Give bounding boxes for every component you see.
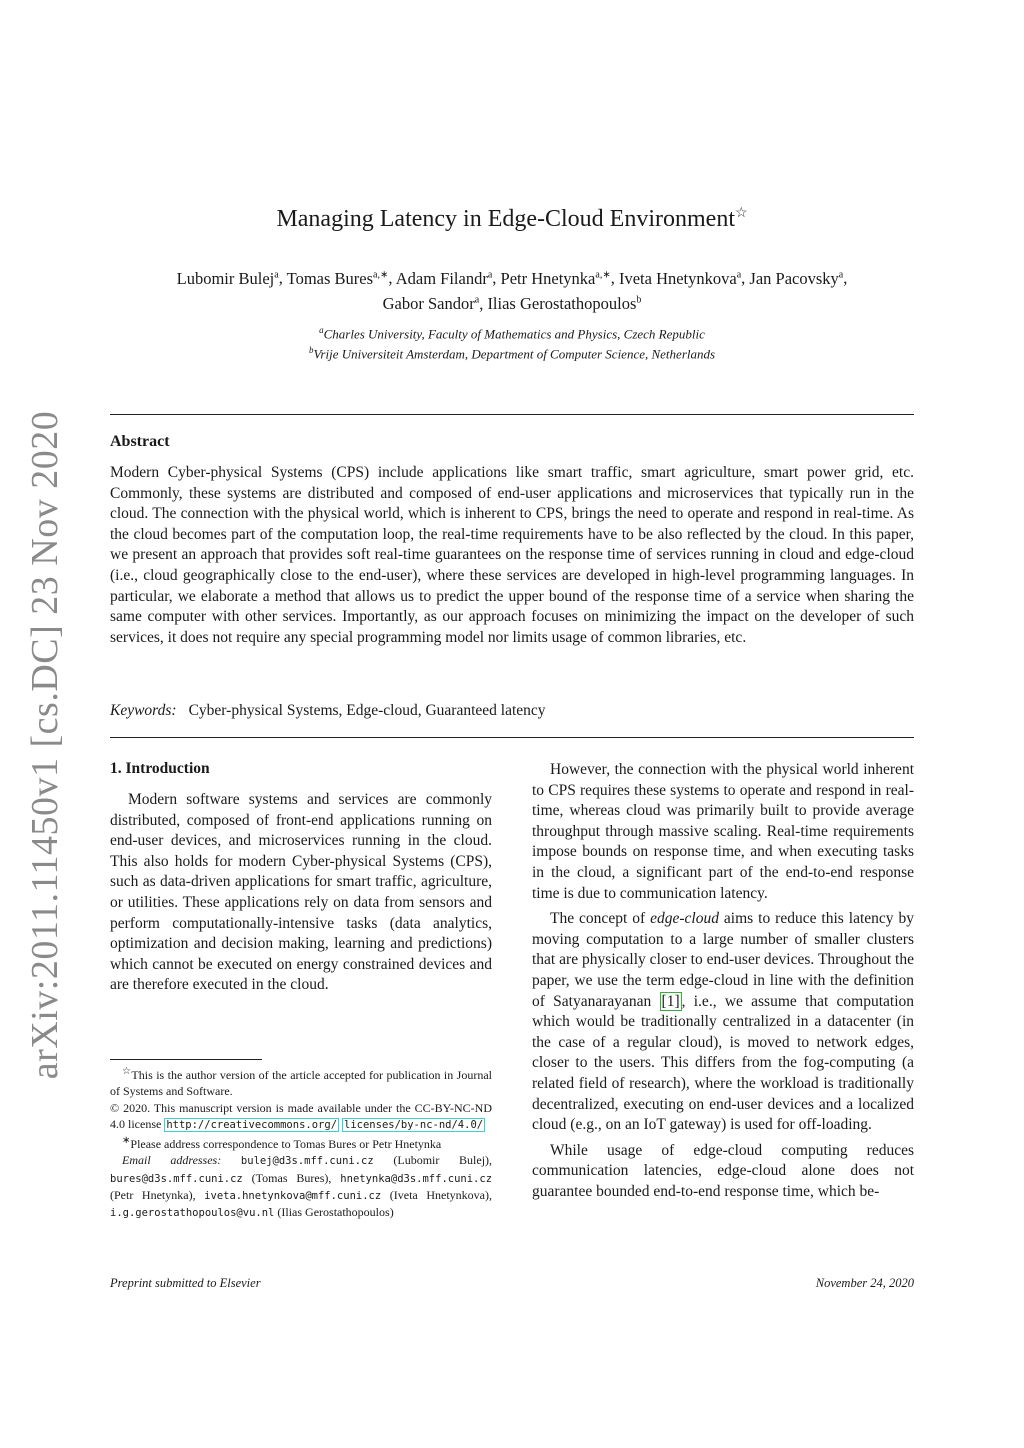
footer-date: November 24, 2020 — [815, 1276, 914, 1290]
footnote-license: © 2020. This manuscript version is made available under the CC-BY-NC-ND 4.0 license http://creativecommons.org/ licenses/by-nc-nd/4.0/ — [110, 1100, 492, 1131]
email-link[interactable]: i.g.gerostathopoulos@vu.nl — [110, 1207, 275, 1220]
arxiv-stamp-text: arXiv:2011.11450v1 [cs.DC] 23 Nov 2020 — [24, 410, 67, 1080]
author-list: Lubomir Bulej$^a$, Tomas Bures$^{a,∗}$, Adam Filandr$^a$, Petr Hnetynka$^{a,∗}$, Iveta Hnetynkova$^a$, Jan Pacovsky$^a$, Gabor Sandor$^a$, Ilias Gerostathopoulos$^b$ — [176, 268, 848, 313]
footnote-correspondence: ∗Please address correspondence to Tomas Bures or Petr Hnetynka — [122, 1135, 442, 1152]
email-link[interactable]: bulej@d3s.mff.cuni.cz — [240, 1155, 374, 1168]
keywords — [110, 702, 914, 720]
email-link[interactable]: iveta.hnetynkova@mff.cuni.cz — [204, 1190, 382, 1203]
author: Gabor Sandor$^a$ — [382, 294, 480, 313]
footnote-author-version: ☆This is the author version of the article accepted for publication in Journal of Systems and Software. — [110, 1066, 493, 1099]
intro-paragraph-1: Modern software systems and services are commonly distributed, composed of front-end applications running on end-user devices, and microservices running in the cloud. This also holds for modern Cyber-physical Systems (CPS), such as data-driven applications for smart traffic, agriculture, or utilities. These applications rely on data from sensors and perform computationally-intensive tasks (data analytics, optimization and decision making, learning and predictions) which cannot be executed on energy constrained devices and are therefore executed in the cloud. — [110, 791, 492, 994]
intro-paragraph-4: While usage of edge-cloud computing reduces communication latencies, edge-cloud alone does not guarantee bounded end-to-end response time, which be- — [532, 1141, 914, 1200]
author: Adam Filandr$^a$ — [395, 268, 493, 288]
footnotes — [110, 1064, 492, 1222]
title-text: Managing Latency in Edge-Cloud Environment — [276, 206, 735, 232]
footer-preprint-note: Preprint submitted to Elsevier — [110, 1276, 261, 1290]
author: Tomas Bures$^{a,∗}$ — [286, 268, 389, 288]
footnote-emails: Email addresses: bulej@d3s.mff.cuni.cz (Lubomir Bulej), bures@d3s.mff.cuni.cz (Tomas Bures), hnetynka@d3s.mff.cuni.cz (Petr Hnetynka), iveta.hnetynkova@mff.cuni.cz (Iveta Hnetynkova), i.g.gerostathopoulos@vu.nl (Ilias Gerostathopoulos) — [110, 1153, 493, 1220]
citation-link[interactable]: [1] — [661, 992, 680, 1010]
title-footnote-mark: ☆ — [735, 206, 748, 221]
intro-paragraph-3: The concept of edge-cloud aims to reduce this latency by moving computation to a large number of smaller clusters that are physically closer to end-user devices. Throughout the paper, we use the term edge-cloud in line with the definition of Satyanarayanan [1] , i.e., we assume that computation which would be traditionally centralized in a datacenter (in the case of a regular cloud), is moved to network edges, closer to the users. This differs from the fog-computing (a related field of research), where the workload is traditionally decentralized, executing on end-user devices and a localized cloud (e.g., on an IoT gateway) is used for off-loading. — [532, 910, 915, 1134]
section-heading-introduction: 1. Introduction — [110, 760, 210, 777]
paper-title — [110, 205, 914, 233]
abstract-top-rule — [110, 414, 914, 415]
email-link[interactable]: bures@d3s.mff.cuni.cz — [110, 1172, 243, 1185]
abstract-bottom-rule — [110, 737, 914, 738]
author: Ilias Gerostathopoulos$^b$ — [487, 294, 642, 313]
keywords-text: Cyber-physical Systems, Edge-cloud, Guaranteed latency — [188, 702, 546, 719]
email-link[interactable]: hnetynka@d3s.mff.cuni.cz — [340, 1172, 493, 1185]
left-column — [110, 760, 492, 1001]
arxiv-identifier-stamp — [20, 410, 70, 1080]
keywords-label: Keywords: — [110, 702, 177, 719]
abstract-text: Modern Cyber-physical Systems (CPS) include applications like smart traffic, smart agriculture, smart power grid, etc. Commonly, these systems are distributed and composed of end-user applications and microservices that typically run in the cloud. The connection with the physical world, which is inherent to CPS, brings the need to operate and respond in real-time. As the cloud becomes part of the computation loop, the real-time requirements have to be also reflected by the cloud. In this paper, we present an approach that provides soft real-time guarantees on the response time of services running in cloud and edge-cloud (i.e., cloud geographically close to the end-user), where these services are developed in high-level programming languages. In particular, we elaborate a method that allows us to predict the upper bound of the response time of a service when sharing the same computer with other services. Importantly, as our approach focuses on minimizing the impact on the developer of such services, it does not require any special programming model nor limits usage of common libraries, etc. — [110, 464, 914, 646]
license-link-continued[interactable]: licenses/by-nc-nd/4.0/ — [344, 1118, 484, 1131]
author: Lubomir Bulej$^a$ — [176, 268, 279, 288]
author: Petr Hnetynka$^{a,∗}$ — [500, 268, 611, 288]
footnote-rule — [110, 1059, 262, 1060]
author: Jan Pacovsky$^a$ — [749, 268, 844, 288]
affiliation: $^a$Charles University, Faculty of Mathematics and Physics, Czech Republic — [319, 325, 705, 342]
emphasis-edge-cloud: edge-cloud — [650, 910, 719, 928]
license-link[interactable]: http://creativecommons.org/ — [166, 1118, 338, 1131]
abstract-heading: Abstract — [110, 433, 170, 450]
affiliations — [110, 322, 914, 363]
intro-paragraph-2: However, the connection with the physical world inherent to CPS requires these systems to operate and respond in real-time, whereas cloud was primarily built to provide average throughput through massive scaling. Real-time requirements impose bounds on response time, and when executing tasks in the cloud, a significant part of the end-to-end response time is due to communication latency. — [532, 761, 914, 902]
right-column — [532, 760, 914, 1207]
affiliation: $^b$Vrije Universiteit Amsterdam, Department of Computer Science, Netherlands — [308, 345, 716, 362]
author: Iveta Hnetynkova$^a$ — [618, 268, 742, 288]
